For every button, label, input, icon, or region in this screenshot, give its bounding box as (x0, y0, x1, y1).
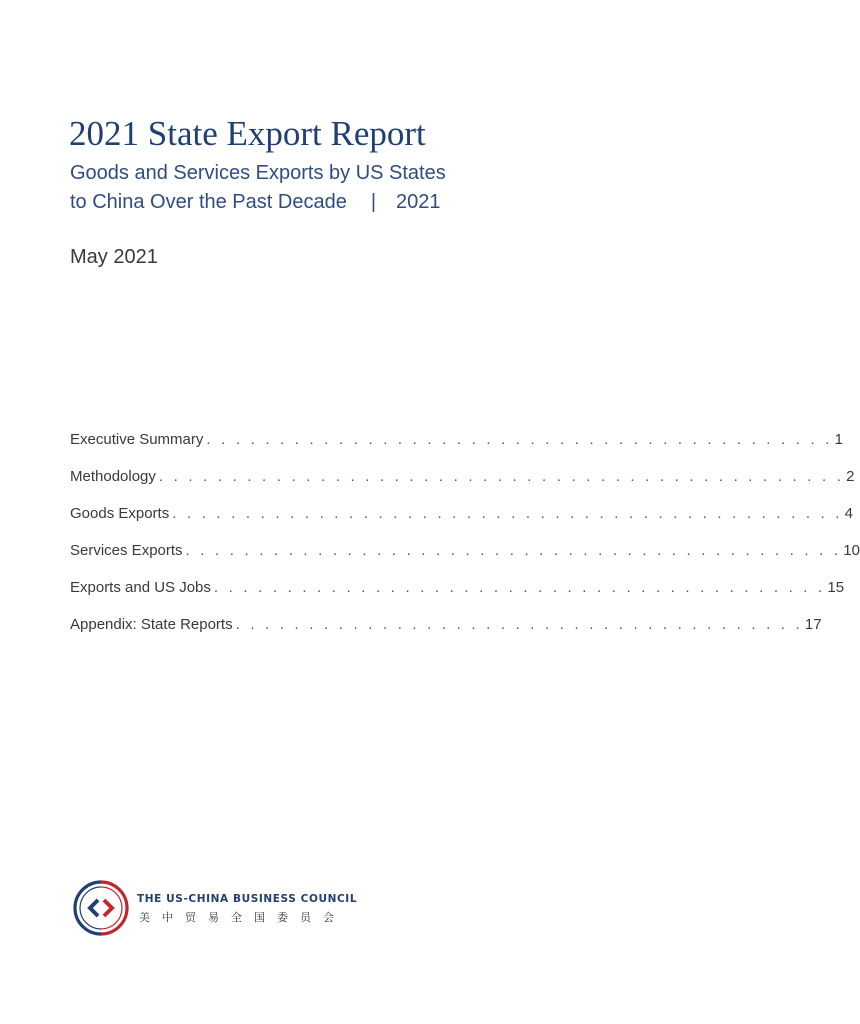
toc-entry-label: Executive Summary (70, 431, 204, 448)
toc-page-number: 1 (834, 431, 843, 448)
report-date: May 2021 (70, 246, 158, 268)
toc-leader-dots: . . . . . . . . . . . . . . . . . . . . . . . . . . . . . . . . . . . . . . . . . . (213, 579, 826, 596)
toc-entry-label: Services Exports (70, 542, 183, 559)
toc-leader-dots: . . . . . . . . . . . . . . . . . . . . . . . . . . . . . . . . . . . . . . . . . . . . . . (172, 505, 843, 522)
toc-leader-dots: . . . . . . . . . . . . . . . . . . . . . . . . . . . . . . . . . . . . . . . . . . . (206, 431, 833, 448)
toc-page-number: 2 (846, 468, 855, 485)
toc-entry-label: Appendix: State Reports (70, 616, 233, 633)
toc-page-number: 10 (843, 542, 860, 559)
uscbc-logo (71, 878, 371, 942)
toc-entry-appendix-state-reports[interactable] (70, 616, 822, 653)
toc-entry-services-exports[interactable] (70, 542, 860, 579)
report-title: 2021 State Export Report (69, 114, 426, 153)
toc-leader-dots: . . . . . . . . . . . . . . . . . . . . . . . . . . . . . . . . . . . . . . . . . . . . . . . (158, 468, 845, 485)
toc-entry-label: Exports and US Jobs (70, 579, 211, 596)
usbc-chevrons-logo-icon (71, 878, 131, 938)
toc-page-number: 17 (804, 616, 822, 633)
toc-entry-methodology[interactable] (70, 468, 855, 505)
subtitle-line-2 (70, 188, 446, 217)
report-subtitle (70, 159, 446, 217)
toc-page-number: 15 (827, 579, 845, 596)
subtitle-line-2-text: to China Over the Past Decade (70, 191, 347, 213)
toc-leader-dots: . . . . . . . . . . . . . . . . . . . . . . . . . . . . . . . . . . . . . . . (235, 616, 803, 633)
subtitle-separator: | (370, 191, 377, 213)
table-of-contents (70, 431, 860, 653)
toc-leader-dots: . . . . . . . . . . . . . . . . . . . . . . . . . . . . . . . . . . . . . . . . . . . . . (185, 542, 842, 559)
subtitle-year: 2021 (396, 191, 441, 213)
toc-entry-executive-summary[interactable] (70, 431, 843, 468)
toc-entry-label: Methodology (70, 468, 156, 485)
subtitle-line-1: Goods and Services Exports by US States (70, 162, 446, 184)
logo-organization-name: THE US-CHINA BUSINESS COUNCIL (137, 893, 358, 905)
toc-entry-goods-exports[interactable] (70, 505, 854, 542)
logo-chinese-name: 美中贸易全国委员会 (139, 911, 346, 924)
toc-entry-label: Goods Exports (70, 505, 170, 522)
toc-entry-exports-and-us-jobs[interactable] (70, 579, 845, 616)
toc-page-number: 4 (844, 505, 854, 522)
